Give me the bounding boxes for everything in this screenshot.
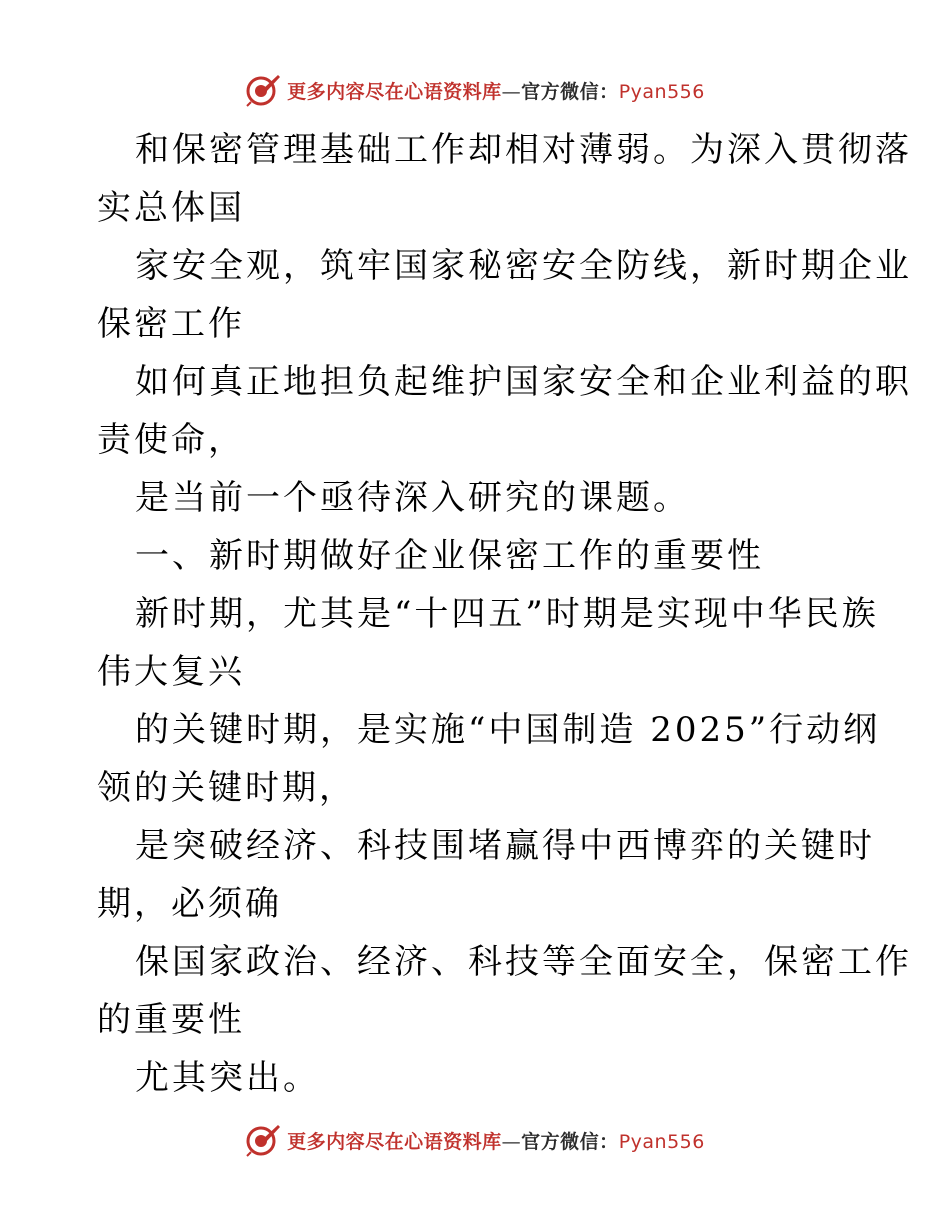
- footer-watermark: [0, 1120, 950, 1160]
- text-line: 伟大复兴: [97, 652, 245, 692]
- watermark-dash: —: [501, 80, 522, 103]
- watermark-label: 官方微信：: [521, 1130, 619, 1153]
- watermark-site: 更多内容尽在心语资料库: [287, 1130, 502, 1153]
- watermark-handle: Pyan556: [618, 80, 705, 103]
- pen-logo-icon: [245, 1122, 281, 1158]
- watermark-text: [287, 1127, 705, 1154]
- text-line: 保国家政治、经济、科技等全面安全，保密工作: [135, 942, 912, 982]
- text-line: 保密工作: [97, 304, 245, 344]
- watermark-handle: Pyan556: [618, 1130, 705, 1153]
- text-line: 如何真正地担负起维护国家安全和企业利益的职: [135, 362, 912, 402]
- text-line: 是突破经济、科技围堵赢得中西博弈的关键时: [135, 826, 875, 866]
- text-line: 新时期，尤其是“十四五”时期是实现中华民族: [135, 594, 879, 634]
- watermark-site: 更多内容尽在心语资料库: [287, 80, 502, 103]
- watermark-label: 官方微信：: [521, 80, 619, 103]
- text-line: 的关键时期，是实施“中国制造 2025”行动纲: [135, 710, 881, 750]
- text-line: 尤其突出。: [135, 1058, 320, 1098]
- text-line: 实总体国: [97, 188, 245, 228]
- watermark-text: [287, 77, 705, 104]
- text-line: 家安全观，筑牢国家秘密安全防线，新时期企业: [135, 246, 912, 286]
- header-watermark: [0, 70, 950, 110]
- text-line: 责使命，: [97, 420, 245, 460]
- text-line: 的重要性: [97, 1000, 245, 1040]
- text-line: 期，必须确: [97, 884, 282, 924]
- pen-logo-icon: [245, 72, 281, 108]
- text-line: 和保密管理基础工作却相对薄弱。为深入贯彻落: [135, 130, 912, 170]
- text-line: 是当前一个亟待深入研究的课题。: [135, 478, 690, 518]
- text-line: 领的关键时期，: [97, 768, 356, 808]
- watermark-dash: —: [501, 1130, 522, 1153]
- section-heading: 一、新时期做好企业保密工作的重要性: [135, 536, 764, 576]
